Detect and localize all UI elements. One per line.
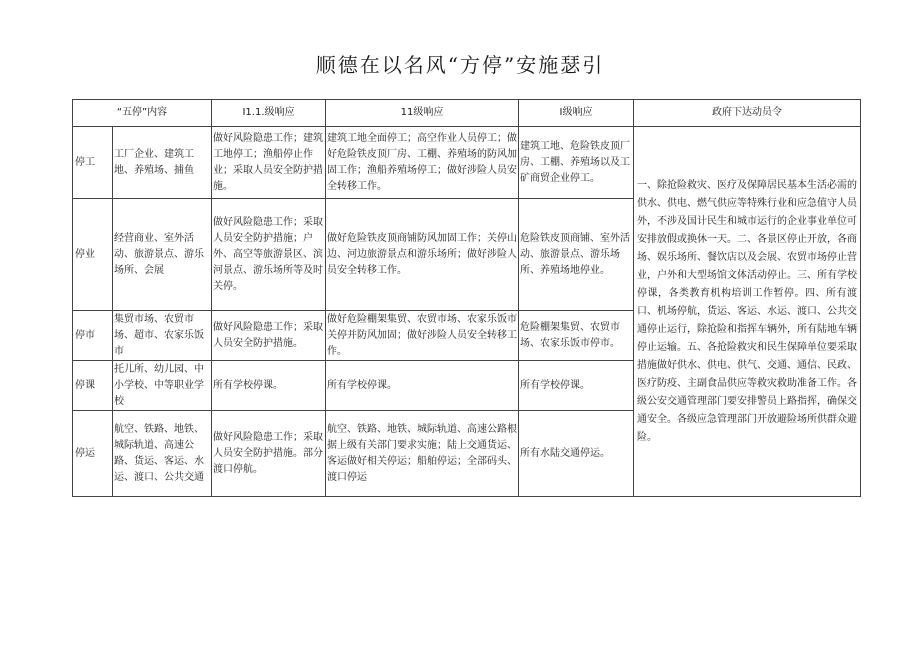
header-content: “五停”内容: [73, 100, 212, 127]
row-level1: 建筑工地、危险铁皮顶厂房、工棚、养殖场以及工矿商贸企业停工。: [519, 127, 634, 199]
row-level2: 所有学校停课。: [326, 361, 519, 411]
document-title: 顺德在以名风“方停”安施瑟引: [315, 53, 605, 77]
row-category: 停工: [73, 127, 113, 199]
row-level1: 危险铁皮顶商铺、室外活动、旅游景点、游乐场所、养殖场地停业。: [519, 199, 634, 311]
row-level1: 所有水陆交通停运。: [519, 411, 634, 497]
row-category: 停运: [73, 411, 113, 497]
row-level2: 航空、铁路、地铁、城际轨道、高速公路根据上级有关部门要求实施；陆上交通货运、客运做好相关停运；船舶停运；全部码头、渡口停运: [326, 411, 519, 497]
gov-mobilization-order: 一、除抢险救灾、医疗及保障居民基本生活必需的供水、供电、燃气供应等特殊行业和应急值守人员外，不涉及国计民生和城市运行的企业事业单位可安排放假或换休一天。二、各景区停止开放，各商场、娱乐场所、餐饮店以及会展、农贸市场停止营业，户外和大型场馆文体活动停止。三、所有学校停课，各类教育机构培训工作暂停。四、所有渡口、机场停航，货运、客运、水运、渡口、公共交通停止运行，除抢险和指挥车辆外，所有陆地车辆停止运输。五、各抢险救灾和民生保障单位要采取措施做好供水、供电、供气、交通、通信、民政、医疗防疫、主副食品供应等救灾救助准备工作。各级公安交通管理部门要安排警员上路指挥，确保交通安全。各级应急管理部门开放避险场所供群众避险。: [634, 127, 861, 497]
row-level2: 建筑工地全面停工；高空作业人员停工；做好危险铁皮顶厂房、工棚、养殖场的防风加固工作；渔船养殖场停工；做好涉险人员安全转移工作。: [326, 127, 519, 199]
header-gov: 政府下达动员令: [634, 100, 861, 127]
row-level2: 做好危险铁皮顶商铺防风加固工作；关停山边、河边旅游景点和游乐场所；做好涉险人员安全转移工作。: [326, 199, 519, 311]
response-table: [72, 99, 861, 497]
row-content: 航空、铁路、地铁、城际轨道、高速公路、货运、客运、水运、渡口、公共交通: [113, 411, 212, 497]
header-level2: 11级响应: [326, 100, 519, 127]
row-category: 停课: [73, 361, 113, 411]
row-content: 工厂企业、建筑工地、养殖场、捕鱼: [113, 127, 212, 199]
row-content: 集贸市场、农贸市场、超市、农家乐饭市: [113, 311, 212, 361]
row-level1: 危险棚架集贸、农贸市场、农家乐饭市停市。: [519, 311, 634, 361]
row-category: 停市: [73, 311, 113, 361]
row-content: 经营商业、室外活动、旅游景点、游乐场所、会展: [113, 199, 212, 311]
row-content: 托儿所、幼儿园、中小学校、中等职业学校: [113, 361, 212, 411]
row-level3: 做好风险隐患工作；建筑工地停工；渔船停止作业；采取人员安全防护措施。: [212, 127, 326, 199]
row-level3: 做好风险隐患工作；采取人员安全防护措施。: [212, 311, 326, 361]
row-level1: 所有学校停课。: [519, 361, 634, 411]
table-row-stop-work: [73, 127, 861, 199]
header-level3: I1.1.级响应: [212, 100, 326, 127]
row-level3: 做好风险隐患工作；采取人员安全防护措施。部分渡口停航。: [212, 411, 326, 497]
row-category: 停业: [73, 199, 113, 311]
header-level1: I级响应: [519, 100, 634, 127]
row-level3: 做好风险隐患工作；采取人员安全防护措施；户外、高空等旅游景区、滨河景点、游乐场所等及时关停。: [212, 199, 326, 311]
header-row: [73, 100, 861, 127]
row-level2: 做好危险棚架集贸、农贸市场、农家乐饭市关停并防风加固；做好涉险人员安全转移工作。: [326, 311, 519, 361]
row-level3: 所有学校停课。: [212, 361, 326, 411]
